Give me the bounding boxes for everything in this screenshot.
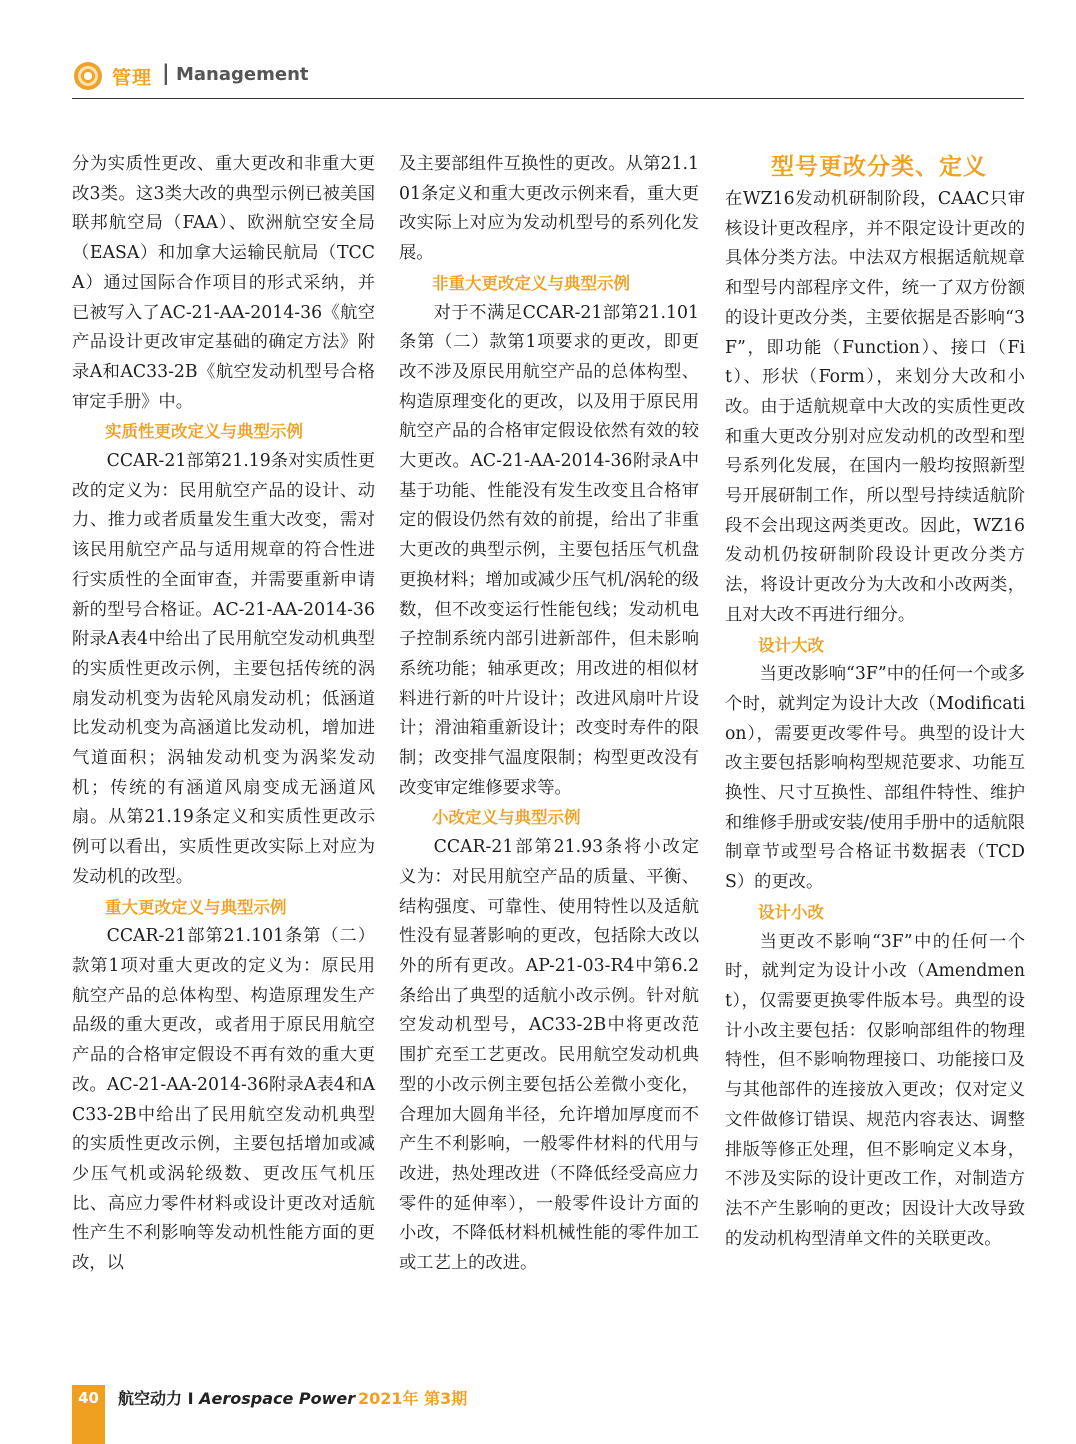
subheading-design-amendment: 设计小改 (758, 902, 824, 922)
paragraph: CCAR-21部第21.19条对实质性更改的定义为：民用航空产品的设计、动力、推力或者质量发生重大改变，需对该民用航空产品与适用规章的符合性进行实质性的全面审查，并需要重新申请新的型号合格证。AC-21-AA-2014-36附录A表4中给出了民用航空发动机典型的实质性更改示例，主要包括传统的涡扇发动机变为齿轮风扇发动机；低涵道比发动机变为高涵道比发动机，增加进气道面积；涡轴发动机变为涡桨发动机；传统的有涵道风扇变成无涵道风扇。从第21.19条定义和实质性更改示例可以看出，实质性更改实际上对应为发动机的改型。 (72, 451, 375, 887)
header-separator: | (162, 61, 170, 85)
journal-separator: I (187, 1389, 194, 1408)
paragraph: 对于不满足CCAR-21部第21.101条第（二）款第1项要求的更改，即更改不涉及原民用航空产品的总体构型、构造原理变化的更改，以及用于原民用航空产品的合格审定假设依然有效的较大更改。AC-21-AA-2014-36附录A中基于功能、性能没有发生改变且合格审定的假设仍然有效的前提，给出了非重大更改的典型示例，主要包括压气机盘更换材料；增加或减少压气机/涡轮的级数，但不改变运行性能包线；发动机电子控制系统内部引进新部件，但未影响系统功能；轴承更改；用改进的相似材料进行新的叶片设计；改进风扇叶片设计；滑油箱重新设计；改变时寿件的限制；改变排气温度限制；构型更改没有改变审定维修要求等。 (399, 302, 699, 798)
column-2 (399, 150, 699, 1279)
page-header (72, 58, 1024, 98)
journal-name (118, 1386, 355, 1409)
paragraph: 当更改影响“3F”中的任何一个或多个时，就判定为设计大改（Modification），需要更改零件号。典型的设计大改主要包括影响构型规范要求、功能互换性、尺寸互换性、部组件特性、维护和维修手册或安装/使用手册中的适航限制章节或型号合格证书数据表（TCDS）的更改。 (725, 664, 1025, 893)
section-title-en: Management (176, 64, 309, 85)
page-number: 40 (78, 1389, 99, 1407)
paragraph: CCAR-21部第21.93条将小改定义为：对民用航空产品的质量、平衡、结构强度、可靠性、使用特性以及适航性没有显著影响的更改，包括除大改以外的所有更改。AP-21-03-R4中第6.2条给出了典型的适航小改示例。针对航空发动机型号，AC33-2B中将更改范围扩充至工艺更改。民用航空发动机典型的小改示例主要包括公差微小变化，合理加大圆角半径，允许增加厚度而不产生不利影响，一般零件材料的代用与改进，热处理改进（不降低经受高应力零件的延伸率），一般零件设计方面的小改，不降低材料机械性能的零件加工或工艺上的改进。 (399, 837, 699, 1274)
paragraph: 分为实质性更改、重大更改和非重大更改3类。这3类大改的典型示例已被美国联邦航空局（FAA）、欧洲航空安全局（EASA）和加拿大运输民航局（TCCA）通过国际合作项目的形式采纳，并已被写入了AC-21-AA-2014-36《航空产品设计更改审定基础的确定方法》附录A和AC33-2B《航空发动机型号合格审定手册》中。 (72, 154, 375, 412)
journal-name-cn: 航空动力 (118, 1389, 183, 1408)
paragraph: 在WZ16发动机研制阶段，CAAC只审核设计更改程序，并不限定设计更改的具体分类方法。中法双方根据适航规章和型号内部程序文件，统一了双方份额的设计更改分类，主要依据是否影响“3F”，即功能（Function）、接口（Fit）、形状（Form），来划分大改和小改。由于适航规章中大改的实质性更改和重大更改分别对应发动机的改型和型号系列化发展，在国内一般均按照新型号开展研制工作，所以型号持续适航阶段不会出现这两类更改。因此，WZ16发动机仍按研制阶段设计更改分类方法，将设计更改分为大改和小改两类，且对大改不再进行细分。 (725, 189, 1025, 625)
header-rule (72, 98, 1024, 99)
journal-name-en: Aerospace Power (199, 1389, 356, 1408)
subheading-minor-change: 小改定义与典型示例 (432, 808, 581, 828)
subheading-substantial-change: 实质性更改定义与典型示例 (105, 422, 303, 442)
paragraph: 当更改不影响“3F”中的任何一个时，就判定为设计小改（Amendment），仅需要更换零件版本号。典型的设计小改主要包括：仅影响部组件的物理特性，但不影响物理接口、功能接口及与其他部件的连接放入更改；仅对定义文件做修订错误、规范内容表达、调整排版等修正处理，但不影响定义本身，不涉及实际的设计更改工作，对制造方法不产生影响的更改；因设计大改导致的发动机构型清单文件的关联更改。 (725, 931, 1025, 1249)
section-logo-icon (74, 62, 102, 90)
section-heading: 型号更改分类、定义 (771, 154, 987, 180)
subheading-non-major-change: 非重大更改定义与典型示例 (432, 273, 630, 293)
subheading-design-modification: 设计大改 (758, 635, 824, 655)
section-title-cn: 管理 (112, 67, 153, 89)
issue-label: 2021年 第3期 (358, 1389, 468, 1408)
paragraph: CCAR-21部第21.101条第（二）款第1项对重大更改的定义为：原民用航空产品的总体构型、构造原理发生产品级的重大更改，或者用于原民用航空产品的合格审定假设不再有效的重大更改。AC-21-AA-2014-36附录A表4和AC33-2B中给出了民用航空发动机典型的实质性更改示例，主要包括增加或减少压气机或涡轮级数、更改压气机压比、高应力零件材料或设计更改对适航性产生不利影响等发动机性能方面的更改，以 (72, 926, 375, 1274)
column-3 (725, 150, 1025, 1254)
column-1 (72, 150, 375, 1279)
subheading-major-change: 重大更改定义与典型示例 (105, 897, 287, 917)
paragraph: 及主要部组件互换性的更改。从第21.101条定义和重大更改示例来看，重大更改实际上对应为发动机型号的系列化发展。 (399, 154, 699, 264)
